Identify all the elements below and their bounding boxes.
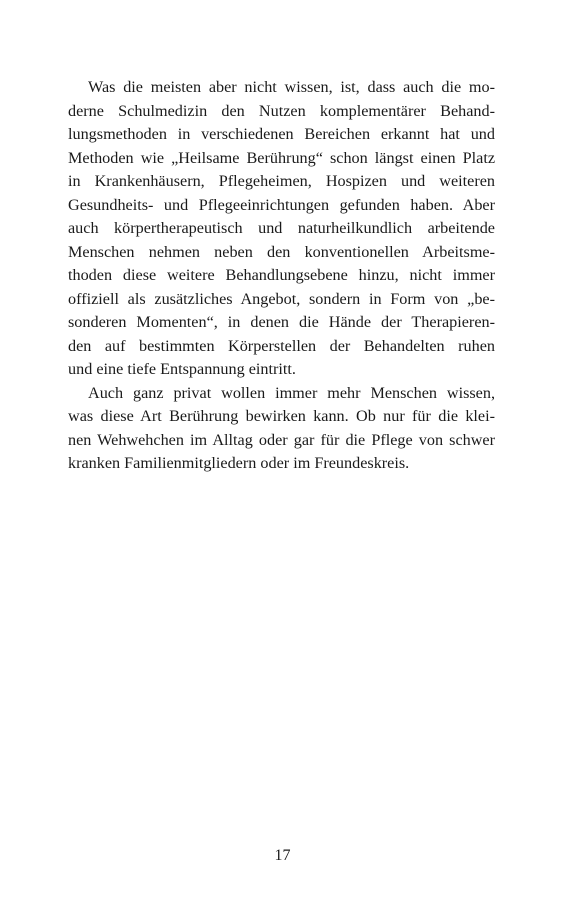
text-line: offiziell als zusätzliches Angebot, sondern in Form von „be- bbox=[68, 289, 495, 308]
text-line: derne Schulmedizin den Nutzen komplementärer Behand- bbox=[68, 101, 495, 120]
text-line: Gesundheits- und Pflegeeinrichtungen gefunden haben. Aber bbox=[68, 195, 495, 214]
text-line: Methoden wie „Heilsame Berührung“ schon längst einen Platz bbox=[68, 148, 495, 167]
text-line: was diese Art Berührung bewirken kann. Ob nur für die klei- bbox=[68, 407, 495, 425]
text-line: auch körpertherapeutisch und naturheilkundlich arbeitende bbox=[68, 219, 495, 237]
paragraph-2 bbox=[68, 382, 495, 476]
paragraph-1 bbox=[68, 76, 495, 382]
text-line: in Krankenhäusern, Pflegeheimen, Hospizen und weiteren bbox=[68, 172, 495, 190]
text-line: Menschen nehmen neben den konventionellen Arbeitsme- bbox=[68, 242, 495, 261]
text-line: nen Wehwehchen im Alltag oder gar für die Pflege von schwer bbox=[68, 430, 495, 449]
text-line: kranken Familienmitgliedern oder im Freundeskreis. bbox=[68, 454, 410, 472]
text-line: den auf bestimmten Körperstellen der Behandelten ruhen bbox=[68, 336, 495, 355]
body-text bbox=[68, 76, 495, 476]
text-line: sonderen Momenten“, in denen die Hände der Therapieren- bbox=[68, 313, 495, 331]
text-line: thoden diese weitere Behandlungsebene hinzu, nicht immer bbox=[68, 266, 495, 284]
page-number: 17 bbox=[274, 847, 291, 864]
text-line: und eine tiefe Entspannung eintritt. bbox=[68, 360, 296, 378]
text-line: Auch ganz privat wollen immer mehr Menschen wissen, bbox=[88, 383, 495, 402]
text-line: Was die meisten aber nicht wissen, ist, dass auch die mo- bbox=[88, 78, 495, 96]
text-line: lungsmethoden in verschiedenen Bereichen erkannt hat und bbox=[68, 125, 495, 143]
